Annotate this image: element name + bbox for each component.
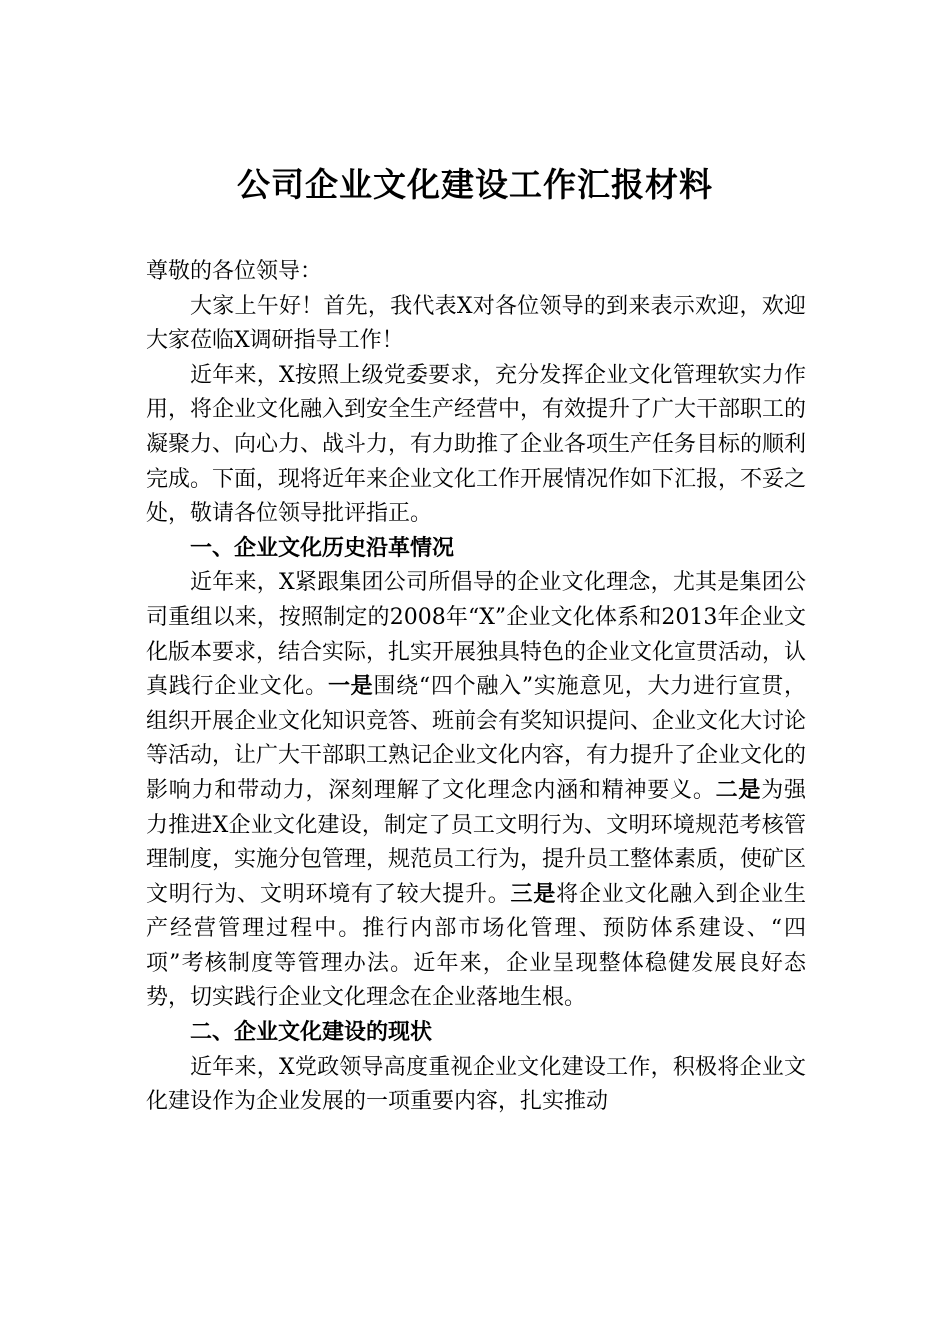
- section-heading-history: 一、企业文化历史沿革情况: [190, 535, 455, 561]
- document-body: [146, 255, 806, 1120]
- point-two-label: 二是: [715, 777, 762, 803]
- salutation: 尊敬的各位领导：: [146, 259, 323, 284]
- point-three-label: 三是: [510, 881, 557, 907]
- paragraph-greeting: 大家上午好！首先，我代表X对各位领导的到来表示欢迎，欢迎大家莅临X调研指导工作！: [146, 293, 806, 354]
- section-heading-status: 二、企业文化建设的现状: [190, 1020, 433, 1046]
- paragraph-history: [146, 566, 806, 1016]
- point-one-label: 一是: [327, 674, 374, 700]
- point-one-text: 围绕“四个融入”实施意见，大力进行宣贯，组织开展企业文化知识竞答、班前会有奖知识提问、企业文化大讨论等活动，让广大干部职工熟记企业文化内容，有力提升了企业文化的影响力和带动力，深刻理解了文化理念内涵和精神要义。: [146, 674, 807, 803]
- paragraph-status: 近年来，X党政领导高度重视企业文化建设工作，积极将企业文化建设作为企业发展的一项重要内容，扎实推动: [146, 1054, 806, 1115]
- history-intro-text: 近年来，X紧跟集团公司所倡导的企业文化理念，尤其是集团公司重组以来，按照制定的2008年“X”企业文化体系和2013年企业文化版本要求，结合实际，扎实开展独具特色的企业文化宣贯活动，认真践行企业文化。: [146, 570, 807, 700]
- paragraph-introduction: 近年来，X按照上级党委要求，充分发挥企业文化管理软实力作用，将企业文化融入到安全生产经营中，有效提升了广大干部职工的凝聚力、向心力、战斗力，有力助推了企业各项生产任务目标的顺利完成。下面，现将近年来企业文化工作开展情况作如下汇报，不妥之处，敬请各位领导批评指正。: [146, 362, 807, 527]
- document-title: 公司企业文化建设工作汇报材料: [237, 165, 713, 204]
- point-three-text: 将企业文化融入到企业生产经营管理过程中。推行内部市场化管理、预防体系建设、“四项”考核制度等管理办法。近年来，企业呈现整体稳健发展良好态势，切实践行企业文化理念在企业落地生根。: [146, 881, 806, 1011]
- point-two-text: 为强力推进X企业文化建设，制定了员工文明行为、文明环境规范考核管理制度，实施分包管理，规范员工行为，提升员工整体素质，使矿区文明行为、文明环境有了较大提升。: [146, 777, 807, 907]
